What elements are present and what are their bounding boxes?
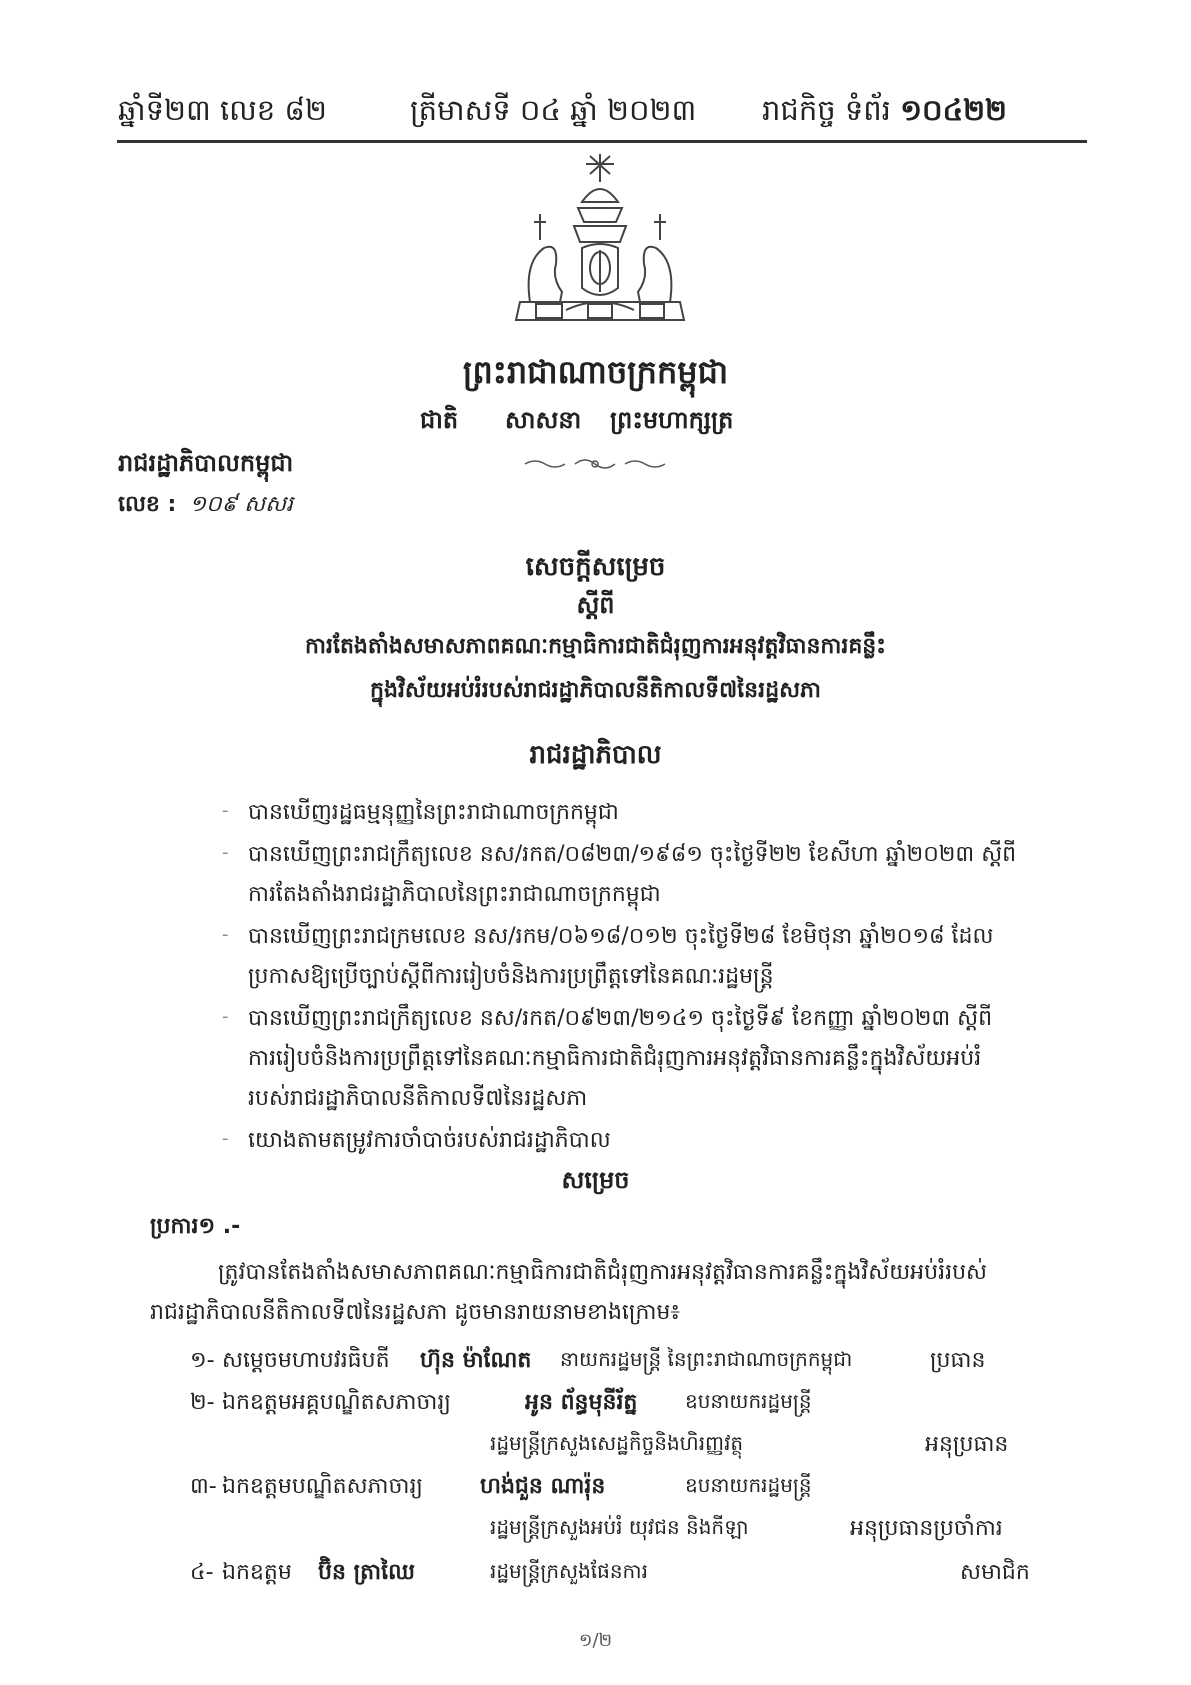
member-3-title: ឧបនាយករដ្ឋមន្ត្រី: [685, 1473, 812, 1497]
decision-about: ស្តីពី: [576, 591, 615, 619]
member-3-name: ហង់ជួន ណារ៉ុន: [480, 1474, 606, 1499]
article-1-text-line2: រាជរដ្ឋាភិបាលនីតិកាលទី៧នៃរដ្ឋសភា ដូចមានរាយនាមខាងក្រោម៖: [150, 1300, 681, 1325]
member-1-name: ហ៊ុន ម៉ាណែត: [420, 1348, 532, 1373]
document-number-value: ១០៩ សសរ: [189, 492, 294, 517]
document-number: [118, 490, 293, 522]
member-2-number: ២-: [190, 1390, 215, 1415]
member-1-number: ១-: [190, 1348, 215, 1373]
member-2-name: អូន ព័ន្ធមុនីរ័ត្ន: [525, 1390, 638, 1415]
recital-3-line-1: បានឃើញព្រះរាជក្រមលេខ នស/រកម/០៦១៨/០១២ ចុះថ្ងៃទី២៨ ខែមិថុនា ឆ្នាំ២០១៨ ដែល: [248, 924, 994, 949]
member-4-honorific: ឯកឧត្តម: [222, 1560, 292, 1585]
recital-4-line-1: បានឃើញព្រះរាជក្រឹត្យលេខ នស/រកត/០៩២៣/២១៤១ ចុះថ្ងៃទី៩ ខែកញ្ញា ឆ្នាំ២០២៣ ស្តីពី: [248, 1006, 993, 1031]
article-1-label: ប្រការ១ .-: [150, 1214, 241, 1239]
member-4-number: ៤-: [190, 1560, 214, 1585]
member-4-title: រដ្ឋមន្ត្រីក្រសួងផែនការ: [490, 1559, 648, 1583]
decision-title-line1: ការតែងតាំងសមាសភាពគណៈកម្មាធិការជាតិជំរុញការអនុវត្តវិធានការគន្លឹះ: [305, 634, 886, 659]
recital-2-line-2: ការតែងតាំងរាជរដ្ឋាភិបាលនៃព្រះរាជាណាចក្រកម្ពុជា: [248, 882, 661, 907]
member-2-title: ឧបនាយករដ្ឋមន្ត្រី: [685, 1389, 812, 1413]
member-2-title2: រដ្ឋមន្ត្រីក្រសួងសេដ្ឋកិច្ចនិងហិរញ្ញវត្ថុ: [490, 1431, 744, 1455]
recital-1-line-1: បានឃើញរដ្ឋធម្មនុញ្ញនៃព្រះរាជាណាចក្រកម្ពុជា: [248, 800, 619, 825]
member-3-honorific: ឯកឧត្តមបណ្ឌិតសភាចារ្យ: [222, 1474, 423, 1499]
decision-type: សេចក្តីសម្រេច: [525, 552, 666, 582]
recital-bullet: -: [222, 800, 229, 821]
header-rule: [117, 140, 1087, 143]
gazette-page-number: ១០៤២២: [900, 93, 1008, 127]
member-1-role: ប្រធាន: [930, 1348, 986, 1373]
recital-4-line-3: របស់រាជរដ្ឋាភិបាលនីតិកាលទី៧នៃរដ្ឋសភា: [248, 1086, 588, 1111]
decides-heading: សម្រេច: [561, 1166, 630, 1194]
kingdom-name: ព្រះរាជាណាចក្រកម្ពុជា: [462, 353, 729, 391]
member-3-number: ៣-: [190, 1474, 217, 1499]
decision-title-line2: ក្នុងវិស័យអប់រំរបស់រាជរដ្ឋាភិបាលនីតិកាលទី៧នៃរដ្ឋសភា: [370, 678, 821, 703]
gazette-page-label-text: រាជកិច្ច ទំព័រ: [762, 93, 891, 127]
recital-3-line-2: ប្រកាសឱ្យប្រើច្បាប់ស្តីពីការរៀបចំនិងការប្រព្រឹត្តទៅនៃគណៈរដ្ឋមន្ត្រី: [248, 964, 774, 989]
page-footer: ១/២: [578, 1630, 613, 1651]
recital-bullet: -: [222, 1128, 229, 1149]
motto-king: ព្រះមហាក្សត្រ: [610, 406, 734, 434]
member-3-title2: រដ្ឋមន្ត្រីក្រសួងអប់រំ យុវជន និងកីឡា: [490, 1515, 749, 1539]
recital-4-line-2: ការរៀបចំនិងការប្រព្រឹត្តទៅនៃគណៈកម្មាធិការជាតិជំរុញការអនុវត្តវិធានការគន្លឹះក្នុងវិស័យអប់រំ: [248, 1046, 982, 1071]
motto-nation: ជាតិ: [420, 406, 459, 434]
gazette-quarter: ត្រីមាសទី ០៤ ឆ្នាំ ២០២៣: [410, 93, 697, 127]
recital-bullet: -: [222, 842, 229, 863]
member-1-title: នាយករដ្ឋមន្ត្រី នៃព្រះរាជាណាចក្រកម្ពុជា: [560, 1347, 853, 1371]
ornament-divider-icon: [520, 456, 670, 472]
issuer-heading: រាជរដ្ឋាភិបាល: [529, 740, 662, 770]
member-3-role: អនុប្រធានប្រចាំការ: [850, 1516, 1003, 1541]
recital-bullet: -: [222, 1006, 229, 1027]
motto-religion: សាសនា: [505, 406, 582, 434]
member-4-role: សមាជិក: [960, 1560, 1030, 1585]
document-number-label: លេខ :: [118, 492, 177, 517]
member-1-honorific: សម្តេចមហាបវរធិបតី: [222, 1348, 390, 1373]
member-2-honorific: ឯកឧត្តមអគ្គបណ្ឌិតសភាចារ្យ: [222, 1390, 451, 1415]
recital-bullet: -: [222, 924, 229, 945]
member-2-role: អនុប្រធាន: [925, 1432, 1009, 1457]
issuer-name: រាជរដ្ឋាភិបាលកម្ពុជា: [118, 449, 294, 477]
royal-coat-of-arms-icon: [500, 152, 700, 332]
recital-2-line-1: បានឃើញព្រះរាជក្រឹត្យលេខ នស/រកត/០៨២៣/១៩៨១ ចុះថ្ងៃទី២២ ខែសីហា ឆ្នាំ២០២៣ ស្តីពី: [248, 842, 1017, 867]
article-1-text-line1: ត្រូវបានតែងតាំងសមាសភាពគណៈកម្មាធិការជាតិជំរុញការអនុវត្តវិធានការគន្លឹះក្នុងវិស័យអប់រំរបស់: [218, 1260, 987, 1285]
member-4-name: ប៊ិន ត្រាឈៃ: [318, 1560, 415, 1585]
gazette-page-label: [762, 93, 1007, 135]
recital-5-line-1: យោងតាមតម្រូវការចាំបាច់របស់រាជរដ្ឋាភិបាល: [248, 1128, 611, 1153]
gazette-year-issue: ឆ្នាំទី២៣ លេខ ៨២: [118, 93, 327, 127]
